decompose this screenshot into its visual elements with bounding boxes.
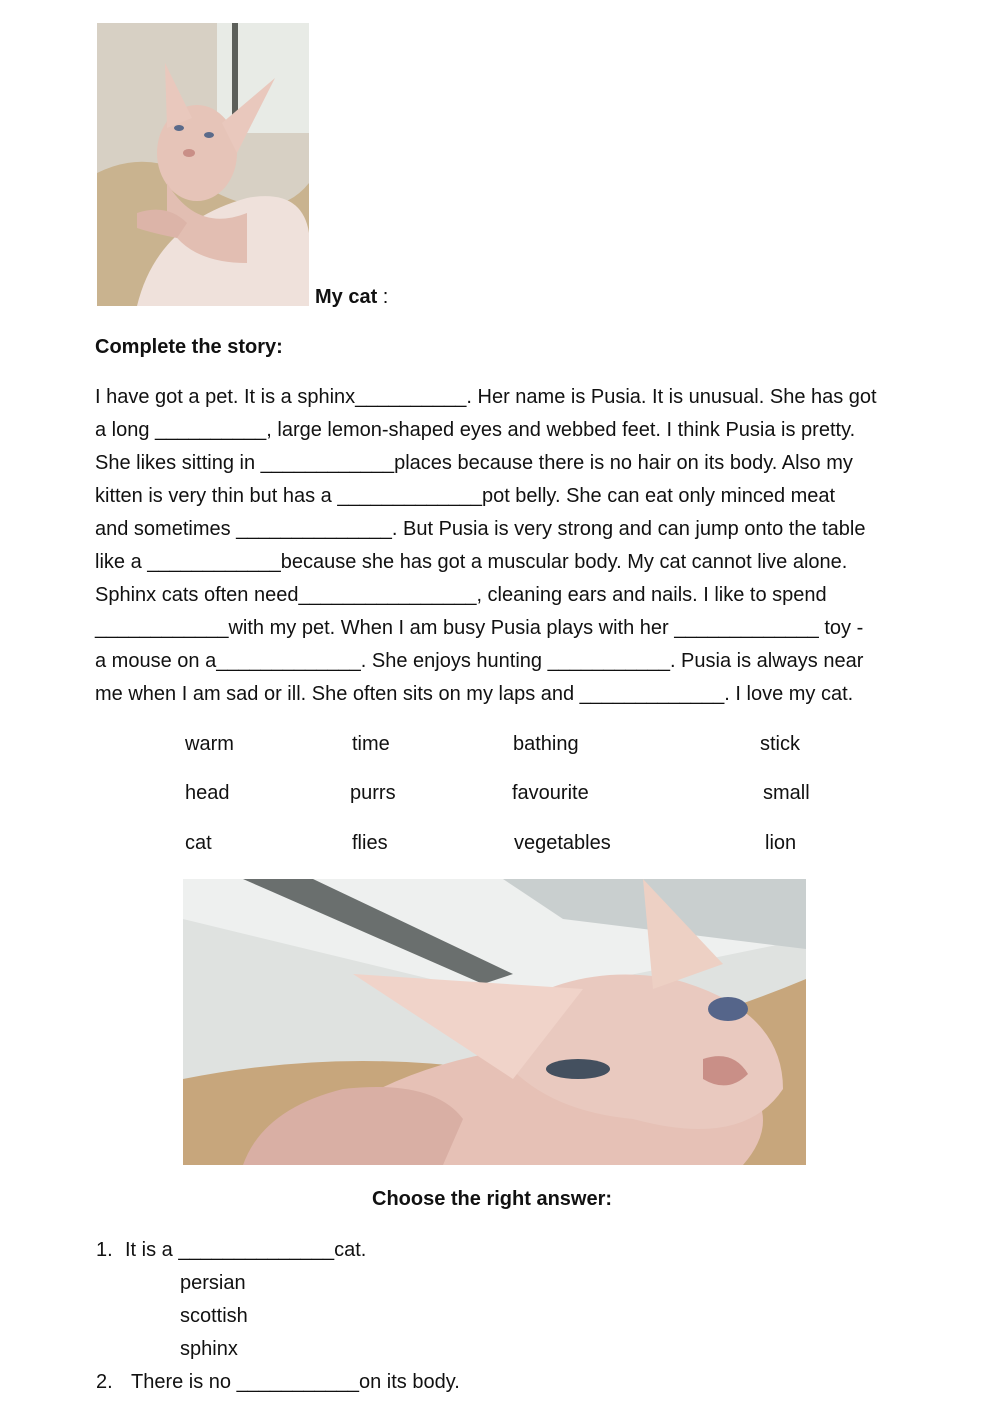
story-line: ____________with my pet. When I am busy Pusia plays with her _____________ toy - [95,617,864,639]
story-heading: Complete the story: [95,336,283,358]
story-line: a long __________, large lemon-shaped eyes and webbed feet. I think Pusia is pretty. [95,419,856,441]
story-line: me when I am sad or ill. She often sits on my laps and _____________. I love my cat. [95,683,854,705]
word-bank-item: head [185,782,230,804]
story-line: kitten is very thin but has a _____________pot belly. She can eat only minced meat [95,485,836,507]
title-bold: My cat [315,286,378,308]
answer-option: persian [180,1272,246,1294]
question-number: 1. [96,1239,113,1261]
story-line: a mouse on a_____________. She enjoys hunting ___________. Pusia is always near [95,650,864,672]
word-bank-item: cat [185,832,212,854]
word-bank-item: bathing [513,733,579,755]
word-bank-item: small [763,782,810,804]
question-text: There is no ___________on its body. [131,1371,460,1393]
word-bank-item: time [352,733,390,755]
story-line: and sometimes ______________. But Pusia is very strong and can jump onto the table [95,518,866,540]
story-line: She likes sitting in ____________places because there is no hair on its body. Also my [95,452,853,474]
word-bank-item: warm [185,733,234,755]
title-rest: : [377,286,389,308]
question-number: 2. [96,1371,113,1393]
story-line: like a ____________because she has got a muscular body. My cat cannot live alone. [95,551,848,573]
answer-option: scottish [180,1305,248,1327]
word-bank-item: stick [760,733,800,755]
word-bank-item: flies [352,832,388,854]
answer-option: sphinx [180,1338,238,1360]
story-line: Sphinx cats often need________________, cleaning ears and nails. I like to spend [95,584,827,606]
word-bank-item: favourite [512,782,589,804]
word-bank-item: lion [765,832,797,854]
cat-photo-top [97,23,309,306]
cat-photo-bottom [183,879,806,1165]
word-bank-item: purrs [350,782,396,804]
question-text: It is a ______________cat. [125,1239,367,1261]
story-line: I have got a pet. It is a sphinx__________. Her name is Pusia. It is unusual. She has got [95,386,877,408]
quiz-heading: Choose the right answer: [372,1188,613,1210]
page-title [315,286,388,309]
word-bank-item: vegetables [514,832,611,854]
